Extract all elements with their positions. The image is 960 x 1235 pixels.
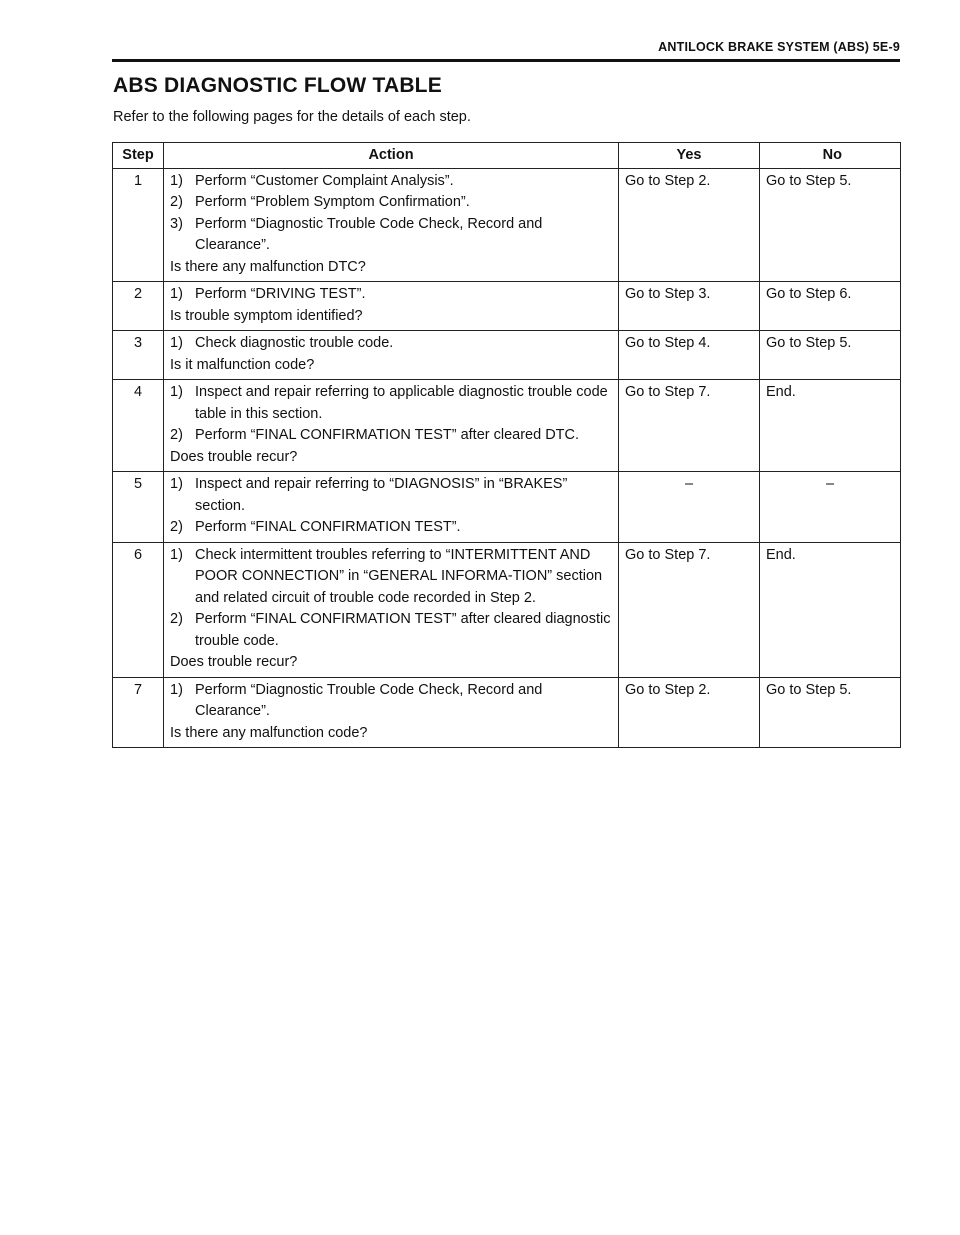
- step-number: 6: [113, 542, 164, 677]
- yes-cell: Go to Step 7.: [619, 542, 760, 677]
- yes-cell: Go to Step 3.: [619, 282, 760, 331]
- table-row: [113, 331, 901, 380]
- table-row: [113, 542, 901, 677]
- intro-text: Refer to the following pages for the details of each step.: [113, 109, 471, 125]
- action-item: [170, 609, 612, 652]
- step-number: 2: [113, 282, 164, 331]
- table-row: [113, 677, 901, 748]
- action-cell: [164, 677, 619, 748]
- action-item: [170, 333, 612, 355]
- item-text: Check diagnostic trouble code.: [195, 335, 394, 351]
- action-question: Is trouble symptom identified?: [170, 307, 363, 324]
- item-number: 1): [170, 681, 183, 698]
- item-text: Perform “Diagnostic Trouble Code Check, Record and Clearance”.: [195, 215, 543, 253]
- step-number: 3: [113, 331, 164, 380]
- step-number: 4: [113, 380, 164, 472]
- header-rule: [112, 59, 900, 62]
- column-header-action: Action: [164, 143, 619, 169]
- action-item: [170, 517, 612, 539]
- no-cell: End.: [760, 380, 901, 472]
- action-question: Is it malfunction code?: [170, 356, 315, 373]
- table-row: [113, 472, 901, 543]
- table-row: [113, 168, 901, 282]
- column-header-no: No: [760, 143, 901, 169]
- action-cell: [164, 331, 619, 380]
- item-number: 2): [170, 611, 183, 627]
- action-item: [170, 214, 612, 257]
- table-header-row: [113, 143, 901, 169]
- action-cell: [164, 282, 619, 331]
- item-number: 1): [170, 384, 183, 400]
- action-item: [170, 680, 612, 723]
- item-text: Perform “Problem Symptom Confirmation”.: [195, 194, 470, 210]
- action-item: [170, 474, 612, 517]
- item-text: Perform “Diagnostic Trouble Code Check, Record and Clearance”.: [195, 681, 543, 719]
- item-number: 2): [170, 427, 183, 443]
- action-item: [170, 284, 612, 306]
- action-item: [170, 545, 612, 610]
- item-text: Perform “Customer Complaint Analysis”.: [195, 172, 454, 189]
- item-number: 1): [170, 335, 183, 351]
- action-question: Is there any malfunction code?: [170, 724, 368, 741]
- item-text: Perform “FINAL CONFIRMATION TEST” after cleared DTC.: [195, 427, 580, 443]
- step-number: 5: [113, 472, 164, 543]
- no-cell: Go to Step 5.: [760, 331, 901, 380]
- action-cell: [164, 472, 619, 543]
- step-number: 7: [113, 677, 164, 748]
- action-question: Does trouble recur?: [170, 448, 298, 465]
- item-number: 2): [170, 194, 183, 210]
- page-title: ABS DIAGNOSTIC FLOW TABLE: [113, 74, 442, 97]
- action-cell: [164, 168, 619, 282]
- action-question: Does trouble recur?: [170, 654, 298, 670]
- yes-cell: Go to Step 7.: [619, 380, 760, 472]
- no-cell: End.: [760, 542, 901, 677]
- step-number: 1: [113, 168, 164, 282]
- yes-cell: Go to Step 2.: [619, 677, 760, 748]
- item-text: Check intermittent troubles referring to “INTERMITTENT AND POOR CONNECTION” in “GENERAL INFORMA-TION” section and related circuit of trouble code recorded in Step 2.: [195, 546, 603, 606]
- item-number: 1): [170, 546, 183, 563]
- item-number: 1): [170, 172, 183, 189]
- action-item: [170, 425, 612, 447]
- item-text: Inspect and repair referring to “DIAGNOSIS” in “BRAKES” section.: [195, 476, 568, 514]
- item-text: Perform “FINAL CONFIRMATION TEST” after cleared diagnostic trouble code.: [195, 611, 611, 649]
- item-number: 1): [170, 476, 183, 492]
- yes-cell: Go to Step 4.: [619, 331, 760, 380]
- item-number: 2): [170, 519, 183, 535]
- action-item: [170, 382, 612, 425]
- diagnostic-flow-table: [112, 142, 901, 748]
- column-header-yes: Yes: [619, 143, 760, 169]
- table-row: [113, 282, 901, 331]
- item-text: Perform “DRIVING TEST”.: [195, 286, 366, 302]
- table-row: [113, 380, 901, 472]
- action-cell: [164, 380, 619, 472]
- item-text: Inspect and repair referring to applicable diagnostic trouble code table in this section.: [195, 384, 608, 422]
- item-number: 3): [170, 215, 183, 232]
- yes-cell: Go to Step 2.: [619, 168, 760, 282]
- no-cell: –: [760, 472, 901, 543]
- running-header: ANTILOCK BRAKE SYSTEM (ABS) 5E-9: [658, 40, 900, 54]
- column-header-step: Step: [113, 143, 164, 169]
- yes-cell: –: [619, 472, 760, 543]
- no-cell: Go to Step 5.: [760, 677, 901, 748]
- action-question: Is there any malfunction DTC?: [170, 258, 366, 275]
- action-item: [170, 192, 612, 214]
- no-cell: Go to Step 5.: [760, 168, 901, 282]
- no-cell: Go to Step 6.: [760, 282, 901, 331]
- item-number: 1): [170, 286, 183, 302]
- item-text: Perform “FINAL CONFIRMATION TEST”.: [195, 519, 461, 535]
- action-cell: [164, 542, 619, 677]
- action-item: [170, 171, 612, 193]
